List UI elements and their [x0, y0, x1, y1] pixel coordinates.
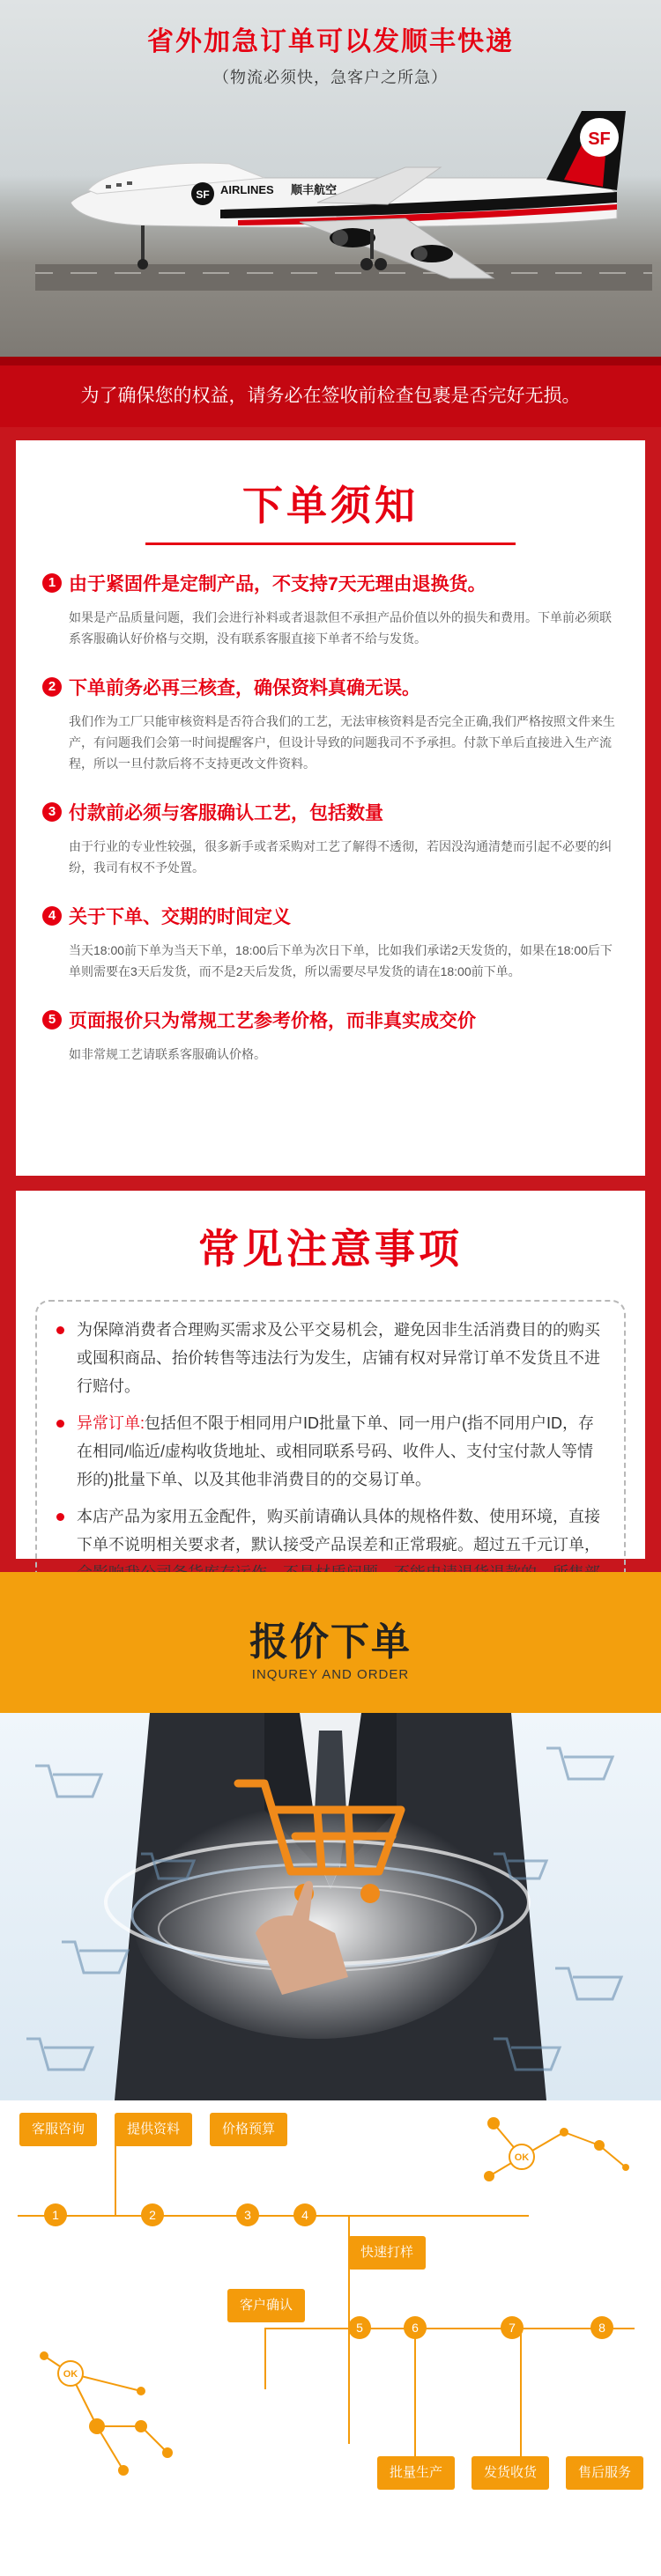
order-process-flow — [0, 2100, 661, 2576]
flow-step: 1 — [44, 2203, 67, 2226]
notice-text: 包括但不限于相同用户ID批量下单、同一用户(指不同用户ID，存在相同/临近/虚构收货地址、或相同联系号码、收件人、支付宝付款人等情形的)批量下单、以及其他非消费目的的交易订单。 — [77, 1414, 595, 1488]
flow-line — [18, 2215, 529, 2217]
number-badge: 5 — [42, 1010, 62, 1030]
note-item — [42, 674, 619, 774]
flow-tag-confirm: 客户确认 — [227, 2289, 305, 2322]
note-body: 如非常规工艺请联系客服确认价格。 — [69, 1047, 266, 1061]
order-notes-panel — [16, 440, 645, 1176]
note-heading: 由于紧固件是定制产品，不支持7天无理由退换货。 — [69, 574, 486, 594]
note-item — [42, 903, 619, 982]
cargo-plane-image — [35, 106, 652, 291]
flow-tag-budget: 价格预算 — [210, 2113, 287, 2146]
inquiry-order-header — [0, 1572, 661, 1713]
flow-step: 2 — [141, 2203, 164, 2226]
sf-tail-logo: SF — [588, 129, 611, 149]
flow-tag-consult: 客服咨询 — [19, 2113, 97, 2146]
flow-tag-sampling: 快速打样 — [348, 2236, 426, 2270]
note-item — [42, 570, 619, 649]
ok-node-cluster-top — [476, 2106, 652, 2203]
flow-tag-delivery: 发货收货 — [472, 2456, 549, 2490]
order-notes-list — [16, 545, 645, 1065]
ribbon-fold — [0, 357, 661, 365]
note-body: 如果是产品质量问题，我们会进行补料或者退款但不承担产品价值以外的损失和费用。下单前必须联系客服确认好价格与交期，没有联系客服直接下单者不给与发货。 — [69, 610, 612, 646]
plane-livery-cn: 顺丰航空 — [291, 184, 338, 197]
notice-item — [56, 1316, 605, 1400]
notice-item — [56, 1409, 605, 1494]
flow-line — [414, 2328, 416, 2460]
sf-fuselage-logo: SF — [196, 188, 210, 201]
ok-node-label: OK — [514, 2152, 530, 2163]
flow-step: 5 — [348, 2316, 371, 2339]
note-item — [42, 799, 619, 878]
number-badge: 3 — [42, 802, 62, 822]
note-body: 当天18:00前下单为当天下单，18:00后下单为次日下单，比如我们承诺2天发货的，如果在18:00后下单则需要在3天后发货，而不是2天后发货，所以需要尽早发货的请在18:00前下单。 — [69, 943, 613, 978]
ok-node-cluster-bottom — [35, 2329, 229, 2479]
sf-banner-subtitle: （物流必须快，急客户之所急） — [213, 69, 448, 86]
flow-step: 3 — [236, 2203, 259, 2226]
number-badge: 1 — [42, 573, 62, 593]
common-notes-title: 常见注意事项 — [198, 1226, 463, 1272]
order-notes-title: 下单须知 — [242, 483, 419, 528]
flow-step: 6 — [404, 2316, 427, 2339]
shopping-cart-illustration — [0, 1713, 661, 2100]
flow-step: 4 — [293, 2203, 316, 2226]
flow-line — [264, 2328, 266, 2389]
notice-text: 本店产品为家用五金配件，购买前请确认具体的规格件数、使用环境，直接下单不说明相关要求者，默认接受产品误差和正常瑕疵。超过五千元订单， — [77, 1508, 600, 1554]
number-badge: 4 — [42, 906, 62, 926]
flow-tag-aftersales: 售后服务 — [566, 2456, 643, 2490]
note-body: 由于行业的专业性较强，很多新手或者采购对工艺了解得不透彻，若因没沟通清楚而引起不必要的纠纷，我司有权不予处置。 — [69, 839, 612, 875]
note-body: 我们作为工厂只能审核资料是否符合我们的工艺，无法审核资料是否完全正确,我们严格按照文件来生产，有问题我们会第一时间提醒客户，但设计导致的问题我司不予承担。付款下单后直接进入生产流程，所以一旦付款后将不支持更改文件资料。 — [69, 714, 615, 771]
inquiry-order-title: 报价下单 — [249, 1620, 412, 1664]
note-heading: 关于下单、交期的时间定义 — [69, 907, 291, 927]
businessman-cart-image — [0, 1713, 661, 2100]
note-item — [42, 1007, 619, 1065]
bullet-icon — [56, 1326, 64, 1334]
inspection-notice: 为了确保您的权益，请务必在签收前检查包裹是否完好无损。 — [0, 365, 661, 427]
bullet-icon — [56, 1420, 64, 1428]
flow-step: 8 — [590, 2316, 613, 2339]
note-heading: 付款前必须与客服确认工艺，包括数量 — [69, 803, 383, 823]
note-heading: 下单前务必再三核查，确保资料真确无误。 — [69, 678, 420, 698]
flow-line — [520, 2328, 522, 2460]
flow-tag-production: 批量生产 — [377, 2456, 455, 2490]
plane-livery-en: AIRLINES — [220, 183, 274, 196]
notice-text: 为保障消费者合理购买需求及公平交易机会，避免因非生活消费目的的购买或囤积商品、抬价转售等违法行为发生，店铺有权对异常订单不发货且不进行赔付。 — [77, 1321, 600, 1395]
flow-tag-materials: 提供资料 — [115, 2113, 192, 2146]
bullet-icon — [56, 1513, 64, 1521]
note-heading: 页面报价只为常规工艺参考价格，而非真实成交价 — [69, 1011, 476, 1031]
ok-node-label: OK — [63, 2369, 78, 2380]
sf-express-banner — [0, 0, 661, 365]
flow-step: 7 — [501, 2316, 524, 2339]
notice-lead: 异常订单: — [77, 1414, 145, 1432]
inquiry-order-subtitle: INQUREY AND ORDER — [251, 1667, 410, 1682]
flow-line — [264, 2328, 635, 2329]
number-badge: 2 — [42, 677, 62, 697]
sf-banner-title: 省外加急订单可以发顺丰快递 — [147, 27, 514, 56]
common-notes-panel — [16, 1191, 645, 1559]
